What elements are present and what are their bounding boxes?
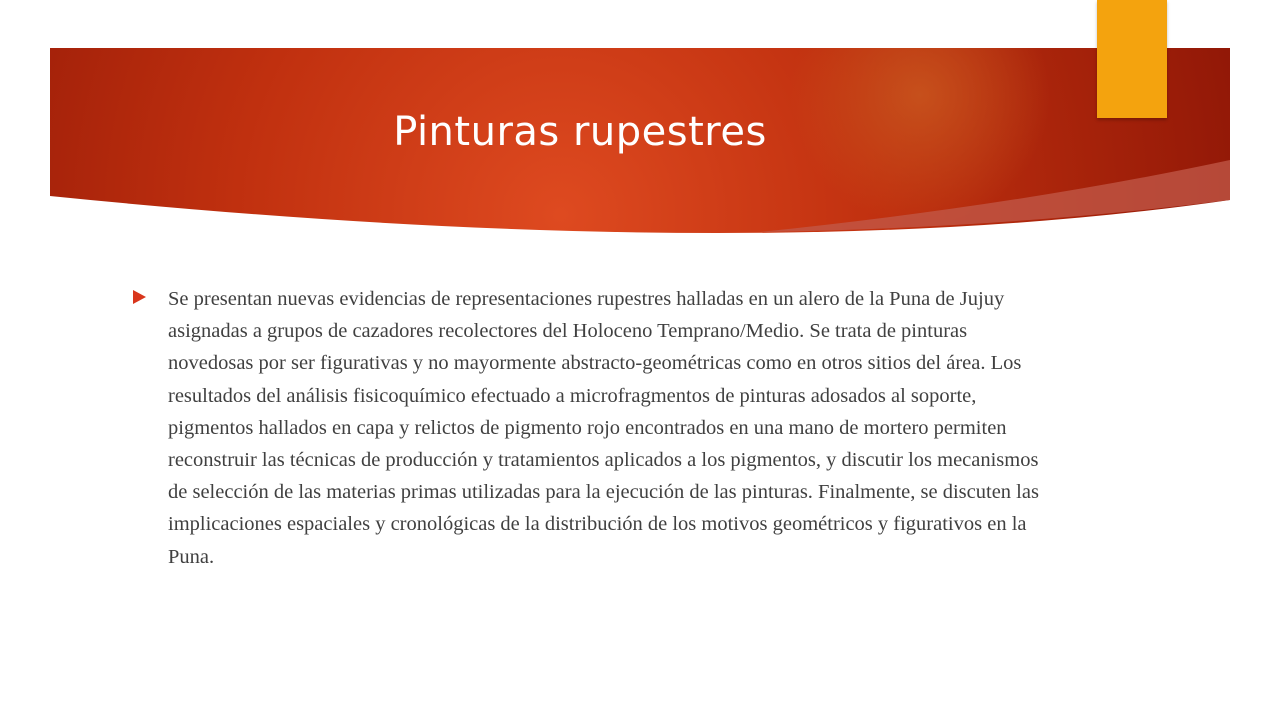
triangle-right-icon [133, 290, 146, 304]
bullet-list [130, 283, 1070, 573]
bullet-item [130, 283, 1070, 573]
bullet-text: Se presentan nuevas evidencias de representaciones rupestres halladas en un alero de la Puna de Jujuy asignadas a grupos de cazadores recolectores del Holoceno Temprano/Medio. Se trata de pinturas novedosas por ser figurativas y no mayormente abstracto-geométricas como en otros sitios del área. Los resultados del análisis fisicoquímico efectuado a microfragmentos de pinturas adosados al soporte, pigmentos hallados en capa y relictos de pigmento rojo encontrados en una mano de mortero permiten reconstruir las técnicas de producción y tratamientos aplicados a los pigmentos, y discutir los mecanismos de selección de las materias primas utilizadas para la ejecución de las pinturas. Finalmente, se discuten las implicaciones espaciales y cronológicas de la distribución de los motivos geométricos y figurativos en la Puna. [168, 288, 1039, 568]
accent-tab [1097, 0, 1167, 118]
slide-title: Pinturas rupestres [393, 109, 767, 155]
